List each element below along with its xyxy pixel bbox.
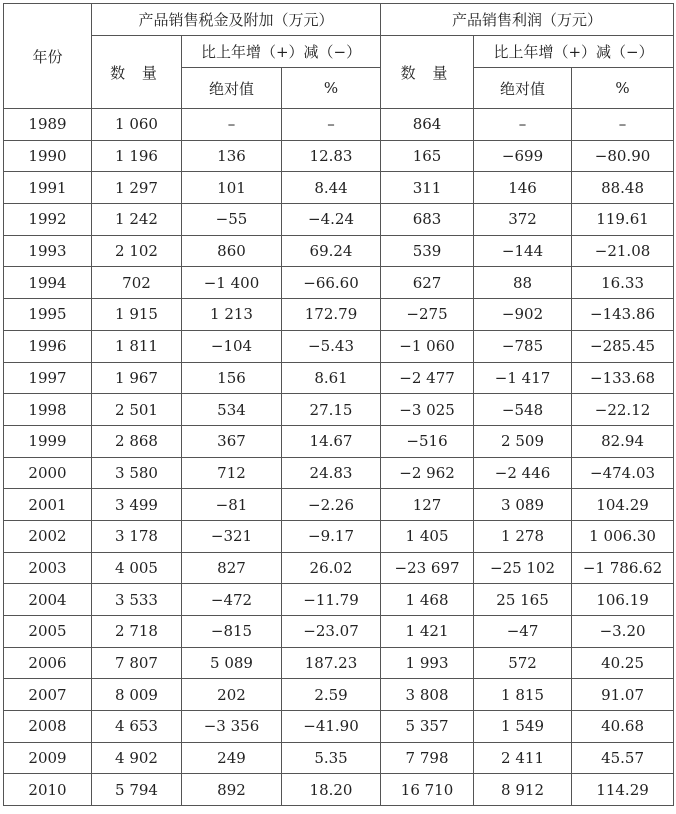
cell-profit-abs: −2 446: [474, 457, 572, 489]
cell-tax-pct: 27.15: [282, 394, 381, 426]
cell-year: 1992: [4, 204, 92, 236]
cell-profit-pct: −474.03: [572, 457, 674, 489]
cell-tax-pct: 14.67: [282, 425, 381, 457]
cell-tax-qty: 2 718: [92, 616, 182, 648]
cell-year: 1991: [4, 172, 92, 204]
profit-percent-header: %: [572, 68, 674, 109]
cell-profit-pct: 45.57: [572, 742, 674, 774]
table-row: [4, 235, 674, 267]
table-row: [4, 742, 674, 774]
cell-tax-qty: 4 902: [92, 742, 182, 774]
cell-profit-abs: –: [474, 109, 572, 141]
tax-change-header: 比上年增（+）减（−）: [182, 36, 381, 68]
cell-profit-abs: 1 278: [474, 520, 572, 552]
tax-absolute-header: 绝对值: [182, 68, 282, 109]
cell-tax-qty: 1 967: [92, 362, 182, 394]
cell-tax-abs: 827: [182, 552, 282, 584]
table-row: [4, 489, 674, 521]
cell-tax-abs: 101: [182, 172, 282, 204]
table-body: [4, 109, 674, 806]
cell-profit-pct: 40.68: [572, 711, 674, 743]
cell-profit-abs: 1 815: [474, 679, 572, 711]
cell-year: 2000: [4, 457, 92, 489]
profit-change-header: 比上年增（+）减（−）: [474, 36, 674, 68]
cell-profit-qty: 3 808: [381, 679, 474, 711]
cell-profit-pct: 1 006.30: [572, 520, 674, 552]
cell-tax-pct: 8.44: [282, 172, 381, 204]
cell-profit-abs: 2 509: [474, 425, 572, 457]
cell-profit-pct: −22.12: [572, 394, 674, 426]
cell-year: 2008: [4, 711, 92, 743]
cell-profit-qty: −23 697: [381, 552, 474, 584]
cell-profit-abs: 146: [474, 172, 572, 204]
cell-profit-abs: −902: [474, 299, 572, 331]
table-row: [4, 172, 674, 204]
cell-profit-abs: −548: [474, 394, 572, 426]
cell-year: 2006: [4, 647, 92, 679]
table-row: [4, 140, 674, 172]
cell-tax-abs: –: [182, 109, 282, 141]
cell-tax-qty: 8 009: [92, 679, 182, 711]
profit-absolute-header: 绝对值: [474, 68, 572, 109]
cell-profit-abs: −144: [474, 235, 572, 267]
cell-year: 1990: [4, 140, 92, 172]
cell-tax-abs: −815: [182, 616, 282, 648]
cell-profit-abs: 3 089: [474, 489, 572, 521]
tax-percent-header: %: [282, 68, 381, 109]
cell-tax-pct: −5.43: [282, 330, 381, 362]
cell-profit-pct: −80.90: [572, 140, 674, 172]
profit-group-header: 产品销售利润（万元）: [381, 4, 674, 36]
table-row: [4, 394, 674, 426]
cell-tax-abs: −81: [182, 489, 282, 521]
cell-year: 2005: [4, 616, 92, 648]
cell-tax-qty: 5 794: [92, 774, 182, 806]
cell-tax-pct: −23.07: [282, 616, 381, 648]
cell-tax-abs: −104: [182, 330, 282, 362]
cell-profit-qty: 627: [381, 267, 474, 299]
table-row: [4, 362, 674, 394]
table-row: [4, 109, 674, 141]
cell-tax-pct: −11.79: [282, 584, 381, 616]
cell-profit-qty: 1 405: [381, 520, 474, 552]
cell-tax-pct: 5.35: [282, 742, 381, 774]
cell-profit-pct: 114.29: [572, 774, 674, 806]
cell-tax-qty: 1 196: [92, 140, 182, 172]
cell-tax-abs: 712: [182, 457, 282, 489]
cell-profit-qty: 1 421: [381, 616, 474, 648]
cell-profit-abs: −699: [474, 140, 572, 172]
cell-profit-abs: 372: [474, 204, 572, 236]
table-row: [4, 425, 674, 457]
cell-profit-abs: 8 912: [474, 774, 572, 806]
cell-tax-abs: −55: [182, 204, 282, 236]
cell-tax-pct: 172.79: [282, 299, 381, 331]
year-header: 年份: [4, 4, 92, 109]
cell-tax-abs: −472: [182, 584, 282, 616]
cell-profit-abs: 88: [474, 267, 572, 299]
cell-tax-abs: −321: [182, 520, 282, 552]
cell-profit-pct: −1 786.62: [572, 552, 674, 584]
cell-tax-abs: 136: [182, 140, 282, 172]
cell-tax-abs: −3 356: [182, 711, 282, 743]
cell-tax-pct: 12.83: [282, 140, 381, 172]
cell-tax-pct: 187.23: [282, 647, 381, 679]
cell-tax-pct: 69.24: [282, 235, 381, 267]
cell-profit-qty: −2 477: [381, 362, 474, 394]
cell-profit-pct: –: [572, 109, 674, 141]
cell-year: 2009: [4, 742, 92, 774]
tax-group-header: 产品销售税金及附加（万元）: [92, 4, 381, 36]
table-row: [4, 774, 674, 806]
cell-tax-abs: 5 089: [182, 647, 282, 679]
cell-tax-pct: 2.59: [282, 679, 381, 711]
cell-tax-abs: 156: [182, 362, 282, 394]
cell-year: 2007: [4, 679, 92, 711]
cell-tax-pct: 24.83: [282, 457, 381, 489]
cell-tax-qty: 1 811: [92, 330, 182, 362]
cell-year: 2002: [4, 520, 92, 552]
cell-tax-qty: 702: [92, 267, 182, 299]
cell-tax-qty: 1 242: [92, 204, 182, 236]
cell-tax-qty: 3 533: [92, 584, 182, 616]
cell-tax-pct: −2.26: [282, 489, 381, 521]
cell-profit-pct: 82.94: [572, 425, 674, 457]
cell-tax-pct: −66.60: [282, 267, 381, 299]
cell-profit-pct: 91.07: [572, 679, 674, 711]
cell-tax-qty: 1 297: [92, 172, 182, 204]
cell-profit-qty: 5 357: [381, 711, 474, 743]
cell-year: 1996: [4, 330, 92, 362]
cell-profit-abs: −25 102: [474, 552, 572, 584]
table-row: [4, 299, 674, 331]
cell-tax-pct: 8.61: [282, 362, 381, 394]
cell-profit-qty: 127: [381, 489, 474, 521]
cell-profit-pct: −143.86: [572, 299, 674, 331]
cell-profit-qty: 1 993: [381, 647, 474, 679]
cell-tax-qty: 4 653: [92, 711, 182, 743]
cell-profit-qty: −275: [381, 299, 474, 331]
cell-tax-qty: 3 499: [92, 489, 182, 521]
cell-profit-abs: 25 165: [474, 584, 572, 616]
cell-profit-qty: 16 710: [381, 774, 474, 806]
cell-profit-abs: 2 411: [474, 742, 572, 774]
cell-year: 2010: [4, 774, 92, 806]
cell-profit-abs: −785: [474, 330, 572, 362]
cell-profit-qty: 311: [381, 172, 474, 204]
cell-profit-qty: 539: [381, 235, 474, 267]
tax-quantity-header: 数 量: [92, 36, 182, 109]
cell-tax-qty: 2 102: [92, 235, 182, 267]
cell-tax-qty: 3 178: [92, 520, 182, 552]
cell-profit-qty: 7 798: [381, 742, 474, 774]
table-row: [4, 204, 674, 236]
cell-tax-pct: 26.02: [282, 552, 381, 584]
cell-year: 1997: [4, 362, 92, 394]
cell-tax-pct: −41.90: [282, 711, 381, 743]
table-row: [4, 520, 674, 552]
cell-tax-qty: 2 868: [92, 425, 182, 457]
cell-profit-qty: 1 468: [381, 584, 474, 616]
cell-profit-pct: 16.33: [572, 267, 674, 299]
cell-year: 1999: [4, 425, 92, 457]
cell-year: 2004: [4, 584, 92, 616]
table-row: [4, 711, 674, 743]
cell-profit-qty: 864: [381, 109, 474, 141]
cell-profit-abs: 572: [474, 647, 572, 679]
cell-profit-abs: 1 549: [474, 711, 572, 743]
table-row: [4, 330, 674, 362]
cell-tax-abs: 534: [182, 394, 282, 426]
table-row: [4, 679, 674, 711]
cell-profit-qty: −2 962: [381, 457, 474, 489]
cell-profit-pct: 119.61: [572, 204, 674, 236]
cell-profit-abs: −1 417: [474, 362, 572, 394]
table-row: [4, 267, 674, 299]
table-row: [4, 457, 674, 489]
cell-tax-qty: 3 580: [92, 457, 182, 489]
cell-profit-pct: 88.48: [572, 172, 674, 204]
cell-profit-abs: −47: [474, 616, 572, 648]
cell-year: 2001: [4, 489, 92, 521]
cell-tax-qty: 4 005: [92, 552, 182, 584]
cell-profit-pct: 40.25: [572, 647, 674, 679]
profit-quantity-header: 数 量: [381, 36, 474, 109]
cell-profit-qty: 165: [381, 140, 474, 172]
cell-tax-abs: 1 213: [182, 299, 282, 331]
cell-tax-abs: 202: [182, 679, 282, 711]
cell-tax-abs: 367: [182, 425, 282, 457]
table-row: [4, 552, 674, 584]
cell-year: 1998: [4, 394, 92, 426]
table-row: [4, 584, 674, 616]
cell-profit-qty: 683: [381, 204, 474, 236]
data-table: [3, 3, 674, 806]
cell-profit-qty: −1 060: [381, 330, 474, 362]
cell-tax-pct: −4.24: [282, 204, 381, 236]
cell-profit-pct: −21.08: [572, 235, 674, 267]
cell-profit-qty: −3 025: [381, 394, 474, 426]
cell-tax-abs: 892: [182, 774, 282, 806]
table-row: [4, 616, 674, 648]
cell-profit-pct: −3.20: [572, 616, 674, 648]
cell-tax-qty: 7 807: [92, 647, 182, 679]
cell-profit-pct: 106.19: [572, 584, 674, 616]
cell-year: 2003: [4, 552, 92, 584]
cell-year: 1995: [4, 299, 92, 331]
cell-tax-pct: –: [282, 109, 381, 141]
cell-tax-abs: −1 400: [182, 267, 282, 299]
cell-tax-qty: 1 060: [92, 109, 182, 141]
cell-tax-abs: 860: [182, 235, 282, 267]
cell-tax-qty: 2 501: [92, 394, 182, 426]
cell-year: 1989: [4, 109, 92, 141]
cell-year: 1994: [4, 267, 92, 299]
cell-profit-pct: 104.29: [572, 489, 674, 521]
cell-tax-pct: 18.20: [282, 774, 381, 806]
cell-profit-qty: −516: [381, 425, 474, 457]
cell-profit-pct: −133.68: [572, 362, 674, 394]
table-row: [4, 647, 674, 679]
cell-tax-qty: 1 915: [92, 299, 182, 331]
cell-year: 1993: [4, 235, 92, 267]
cell-tax-pct: −9.17: [282, 520, 381, 552]
cell-tax-abs: 249: [182, 742, 282, 774]
cell-profit-pct: −285.45: [572, 330, 674, 362]
